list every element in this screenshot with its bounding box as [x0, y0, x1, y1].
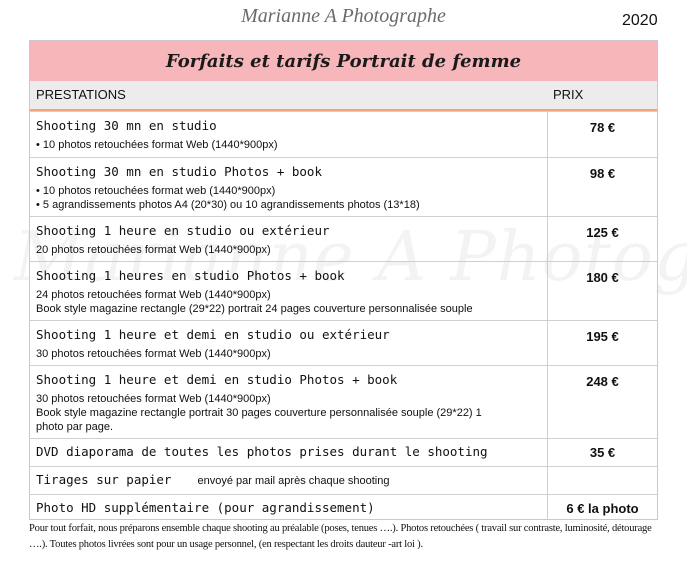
- package-title: Photo HD supplémentaire (pour agrandissement): [36, 500, 375, 515]
- table-row: [30, 438, 657, 466]
- package-detail: • 10 photos retouchées format web (1440*900px): [36, 184, 541, 198]
- package-note: envoyé par mail après chaque shooting: [197, 475, 390, 487]
- package-title: Shooting 1 heure et demi en studio ou extérieur: [36, 327, 390, 342]
- package-price: 180 €: [586, 270, 619, 285]
- footer-line: Pour tout forfait, nous préparons ensemble chaque shooting au préalable (poses, tenues ….). Photos retouchées ( travail sur contraste, luminosité, détourage: [29, 523, 652, 534]
- table-header: [30, 81, 657, 111]
- package-title: DVD diaporama de toutes les photos prises durant le shooting: [36, 444, 488, 459]
- price-sheet: [29, 40, 658, 520]
- package-detail: 24 photos retouchées format Web (1440*900px): [36, 289, 271, 301]
- table-row: [30, 157, 657, 216]
- table-row: [30, 466, 657, 494]
- package-detail: 30 photos retouchées format Web (1440*900px): [36, 348, 271, 360]
- package-detail: • 10 photos retouchées format Web (1440*900px): [36, 138, 541, 152]
- package-detail: 20 photos retouchées format Web (1440*900px): [36, 244, 271, 256]
- package-detail: Book style magazine rectangle portrait 30 pages couverture personnalisée souple (29*22) 1: [36, 407, 482, 419]
- package-title: Shooting 1 heure en studio ou extérieur: [36, 223, 330, 238]
- table-row: [30, 261, 657, 320]
- price-column-header: PRIX: [553, 87, 584, 102]
- package-price: 78 €: [589, 120, 616, 135]
- package-price: 195 €: [586, 329, 619, 344]
- package-detail: Book style magazine rectangle (29*22) portrait 24 pages couverture personnalisée souple: [36, 303, 473, 315]
- footer-note: [29, 521, 659, 553]
- table-row: [30, 320, 657, 365]
- package-price: 125 €: [586, 225, 619, 240]
- package-detail: 30 photos retouchées format Web (1440*900px): [36, 393, 271, 405]
- package-detail: photo par page.: [36, 421, 114, 433]
- table-row: [30, 365, 657, 438]
- banner-title: Forfaits et tarifs Portrait de femme: [30, 41, 657, 81]
- package-title: Shooting 30 mn en studio: [36, 118, 217, 133]
- package-title: Tirages sur papier: [36, 472, 172, 487]
- year-label: 2020: [622, 12, 658, 29]
- services-column-header: PRESTATIONS: [36, 87, 126, 102]
- package-price: 6 € la photo: [566, 501, 639, 516]
- package-price: 35 €: [589, 445, 616, 460]
- table-row: [30, 494, 657, 520]
- package-title: Shooting 1 heures en studio Photos + book: [36, 268, 345, 283]
- footer-line: ….). Toutes photos livrées sont pour un usage personnel, (en respectant les droits dauteur -art loi ).: [29, 539, 423, 550]
- table-row: [30, 111, 657, 157]
- brand-name: Marianne A Photographe: [241, 5, 446, 27]
- package-title: Shooting 30 mn en studio Photos + book: [36, 164, 322, 179]
- package-title: Shooting 1 heure et demi en studio Photos + book: [36, 372, 398, 387]
- package-detail: • 5 agrandissements photos A4 (20*30) ou 10 agrandissements photos (13*18): [36, 198, 541, 212]
- package-price: 248 €: [586, 374, 619, 389]
- table-row: [30, 216, 657, 261]
- package-price: 98 €: [589, 166, 616, 181]
